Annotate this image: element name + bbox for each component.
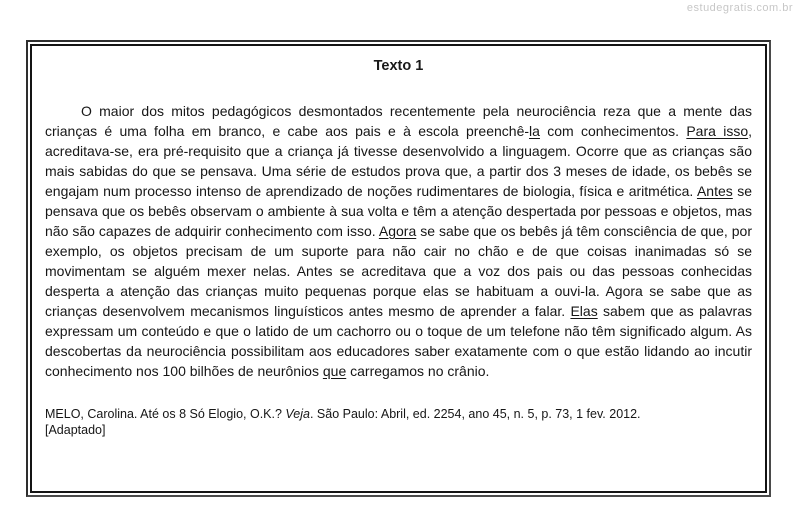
text-box-content: [30, 44, 767, 493]
site-watermark: estudegratis.com.br: [686, 2, 793, 14]
citation: MELO, Carolina. Até os 8 Só Elogio, O.K.? Veja. São Paulo: Abril, ed. 2254, ano 45, n. 5, p. 73, 1 fev. 2012. [Adaptado]: [45, 407, 641, 437]
text-box: [26, 40, 771, 497]
main-paragraph: O maior dos mitos pedagógicos desmontados recentemente pela neurociência reza que a mente das crianças é uma folha em branco, e cabe aos pais e à escola preenchê-la com conhecimentos. Para isso, acreditava-se, era pré-requisito que a criança já tivesse desenvolvido a linguagem. Ocorre que as crianças são mais sabidas do que se pensava. Uma série de estudos prova que, a partir dos 3 meses de idade, os bebês se engajam num processo intenso de aprendizado de noções rudimentares de biologia, física e aritmética. Antes se pensava que os bebês observam o ambiente à sua volta e têm a atenção despertada por pessoas e objetos, mas não são capazes de adquirir conhecimento com isso. Agora se sabe que os bebês já têm consciência de que, por exemplo, os objetos precisam de um suporte para não cair no chão e de que coisas inanimadas só se movimentam se alguém mexer nelas. Antes se acreditava que a voz dos pais ou das pessoas conhecidas desperta a atenção das crianças muito pequenas porque elas se habituam a ouvi-la. Agora se sabe que as crianças desenvolvem mecanismos linguísticos antes mesmo de aprender a falar. Elas sabem que as palavras expressam um conteúdo e que o latido de um cachorro ou o toque de um telefone não têm significado algum. As descobertas da neurociência possibilitam aos educadores saber exatamente com o que estão lidando ao incutir conhecimento nos 100 bilhões de neurônios que carregamos no crânio.: [45, 103, 753, 379]
text-title: Texto 1: [373, 58, 424, 74]
